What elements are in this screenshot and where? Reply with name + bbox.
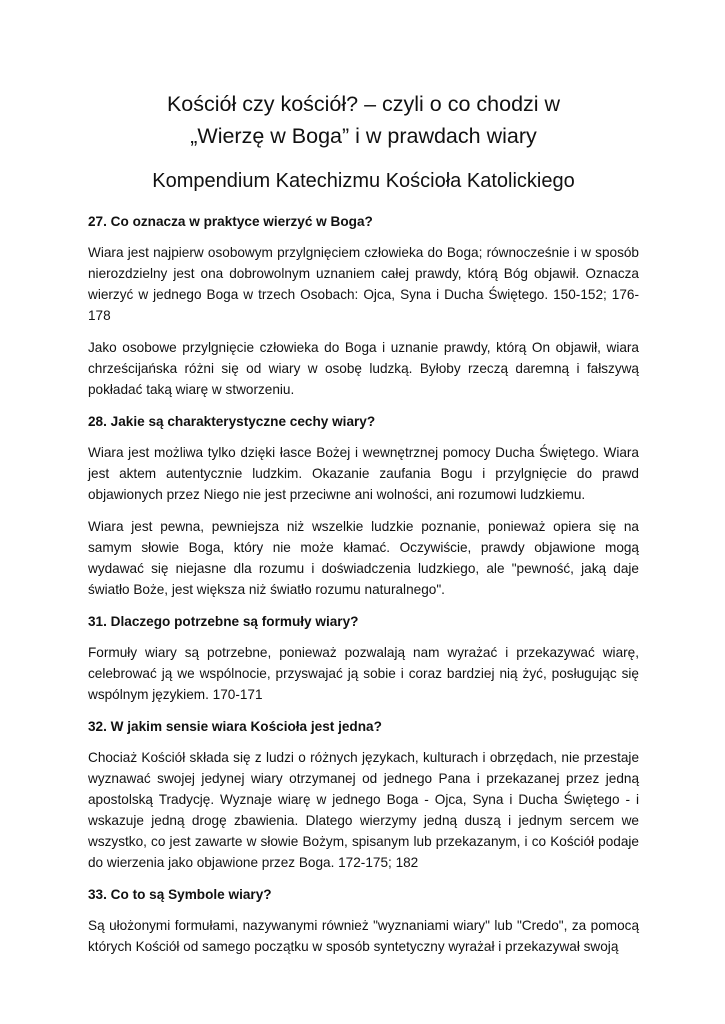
- question-heading: 27. Co oznacza w praktyce wierzyć w Boga?: [88, 214, 373, 229]
- section-27: [88, 211, 639, 400]
- answer-paragraph: Formuły wiary są potrzebne, ponieważ pozwalają nam wyrażać i przekazywać wiarę, celebrować ją we wspólnocie, przyswajać ją sobie i coraz bardziej nią żyć, posługując się wspólnym językiem. 170-171: [88, 645, 639, 702]
- answer-paragraph: Wiara jest najpierw osobowym przylgnięciem człowieka do Boga; równocześnie i w sposób nierozdzielny jest ona dobrowolnym uznaniem całej prawdy, którą Bóg objawił. Oznacza wierzyć w jednego Boga w trzech Osobach: Ojca, Syna i Ducha Świętego. 150-152; 176-178: [88, 245, 639, 323]
- section-33: [88, 884, 639, 957]
- section-31: [88, 611, 639, 705]
- answer-paragraph: Są ułożonymi formułami, nazywanymi również "wyznaniami wiary" lub "Credo", za pomocą których Kościół od samego początku w sposób syntetyczny wyrażał i przekazywał swoją: [88, 918, 639, 954]
- document-subtitle: Kompendium Katechizmu Kościoła Katolickiego: [152, 170, 575, 192]
- question-heading: 28. Jakie są charakterystyczne cechy wiary?: [88, 414, 376, 429]
- document-title: [88, 88, 639, 152]
- question-heading: 32. W jakim sensie wiara Kościoła jest jedna?: [88, 719, 382, 734]
- answer-paragraph: Jako osobowe przylgnięcie człowieka do Boga i uznanie prawdy, którą On objawił, wiara chrześcijańska różni się od wiary w osobę ludzką. Byłoby rzeczą daremną i fałszywą pokładać taką wiarę w stworzeniu.: [88, 340, 639, 397]
- question-heading: 33. Co to są Symbole wiary?: [88, 887, 272, 902]
- answer-paragraph: Chociaż Kościół składa się z ludzi o różnych językach, kulturach i obrzędach, nie przestaje wyznawać swojej jedynej wiary otrzymanej od jednego Pana i przekazanej przez jedną apostolską Tradycję. Wyznaje wiarę w jednego Boga - Ojca, Syna i Ducha Świętego - i wskazuje jedną drogę zbawienia. Dlatego wierzymy jedną duszą i jednym sercem we wszystko, co jest zawarte w słowie Bożym, spisanym lub przekazanym, i co Kościół podaje do wierzenia jako objawione przez Boga. 172-175; 182: [88, 750, 639, 870]
- answer-paragraph: Wiara jest możliwa tylko dzięki łasce Bożej i wewnętrznej pomocy Ducha Świętego. Wiara jest aktem autentycznie ludzkim. Okazanie zaufania Bogu i przylgnięcie do prawd objawionych przez Niego nie jest przeciwne ani wolności, ani rozumowi ludzkiemu.: [88, 445, 639, 502]
- section-32: [88, 716, 639, 873]
- section-28: [88, 411, 639, 600]
- answer-paragraph: Wiara jest pewna, pewniejsza niż wszelkie ludzkie poznanie, ponieważ opiera się na samym słowie Boga, który nie może kłamać. Oczywiście, prawdy objawione mogą wydawać się niejasne dla rozumu i doświadczenia ludzkiego, ale "pewność, jaką daje światło Boże, jest większa niż światło rozumu naturalnego".: [88, 519, 639, 597]
- title-line-1: Kościół czy kościół? – czyli o co chodzi w: [166, 92, 561, 116]
- title-line-2: „Wierzę w Boga” i w prawdach wiary: [190, 124, 537, 148]
- question-heading: 31. Dlaczego potrzebne są formuły wiary?: [88, 614, 359, 629]
